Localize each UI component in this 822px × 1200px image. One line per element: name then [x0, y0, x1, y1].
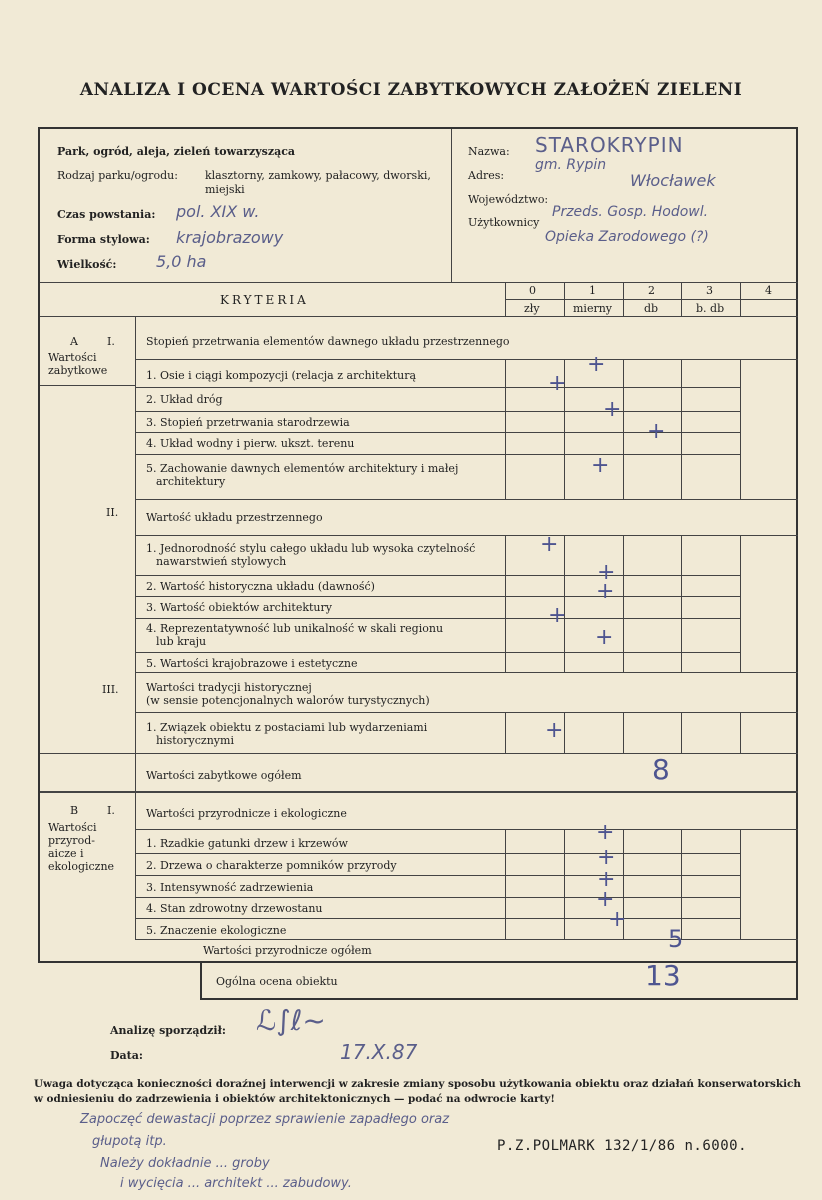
overall-label: Ogólna ocena obiektu	[216, 975, 338, 988]
overall-value: 13	[645, 959, 681, 992]
handwritten-note-3: Należy dokładnie ... groby	[100, 1156, 270, 1171]
note-line-2b: podać na odwrocie karty!	[408, 1093, 555, 1105]
users-label: Użytkownicy	[468, 216, 540, 229]
kind-label: Rodzaj parku/ogrodu:	[57, 169, 178, 182]
grade-2: db	[644, 302, 659, 315]
criterion-b1-4: 4. Stan zdrowotny drzewostanu	[146, 902, 323, 915]
criterion-a1-4: 4. Układ wodny i pierw. ukszt. terenu	[146, 437, 355, 450]
handwritten-note-2: głupotą itp.	[92, 1134, 167, 1149]
criterion-a2-4: 4. Reprezentatywność lub unikalność w skali regionu	[146, 622, 444, 635]
criterion-a2-2: 2. Wartość historyczna układu (dawność)	[146, 580, 375, 593]
criteria-bottom-line	[40, 316, 798, 317]
users-value-1: Przeds. Gosp. Hodowl.	[552, 204, 709, 220]
mark-check: +	[540, 532, 559, 557]
criterion-a2-5: 5. Wartości krajobrazowe i estetyczne	[146, 657, 358, 670]
note-line-2a: w odniesieniu do zadrzewienia i obiektów architektonicznych —	[34, 1093, 409, 1105]
section-a-total-value: 8	[652, 753, 670, 786]
mark-check: +	[587, 352, 606, 377]
name-value: STAROKRYPIN	[535, 133, 684, 157]
mark-check: +	[608, 907, 627, 932]
criterion-a2-1: 1. Jednorodność stylu całego układu lub wysoka czytelność	[146, 542, 476, 555]
criterion-b1-5: 5. Znaczenie ekologiczne	[146, 924, 287, 937]
section-a-roman-3: III.	[102, 683, 119, 696]
section-b-name-4: ekologiczne	[48, 860, 115, 873]
kind-options: klasztorny, zamkowy, pałacowy, dworski,	[205, 169, 431, 182]
voivodeship-label: Województwo:	[468, 193, 549, 206]
note-line-2	[34, 1093, 555, 1105]
size-label: Wielkość:	[57, 258, 117, 271]
section-b-roman-1: I.	[107, 804, 115, 817]
mark-check: +	[597, 867, 616, 892]
grade-3: b. db	[696, 302, 725, 315]
section-a-total-label: Wartości zabytkowe ogółem	[146, 769, 302, 782]
header-divider	[451, 129, 452, 282]
handwritten-note-4: i wycięcia ... architekt ... zabudowy.	[120, 1176, 352, 1191]
prepared-by-label: Analizę sporządził:	[110, 1024, 226, 1037]
time-label: Czas powstania:	[57, 208, 156, 221]
section-a-name-2: zabytkowe	[48, 364, 108, 377]
criterion-a2-4b: lub kraju	[156, 635, 207, 648]
name-label: Nazwa:	[468, 145, 510, 158]
criterion-a1-5: 5. Zachowanie dawnych elementów architektury i małej	[146, 462, 459, 475]
users-value-2: Opieka Zarodowego (?)	[545, 229, 709, 245]
section-a-code: A	[70, 335, 78, 348]
score-1: 1	[589, 284, 596, 297]
mark-check: +	[596, 579, 615, 604]
criterion-a3-1b: historycznymi	[156, 734, 234, 747]
mark-check: +	[595, 625, 614, 650]
section-b-sub-1: Wartości przyrodnicze i ekologiczne	[146, 807, 347, 820]
score-mid-line	[505, 299, 798, 300]
criterion-a2-1b: nawarstwień stylowych	[156, 555, 287, 568]
mark-check: +	[591, 453, 610, 478]
kind-options-2: miejski	[205, 183, 245, 196]
mark-check: +	[647, 419, 666, 444]
section-b-name-1: Wartości	[48, 821, 97, 834]
section-a-roman-2: II.	[106, 506, 119, 519]
score-2: 2	[648, 284, 655, 297]
mark-check: +	[597, 560, 616, 585]
mark-check: +	[545, 718, 564, 743]
mark-check: +	[596, 887, 615, 912]
signature-icon: ℒ∫ℓ~	[256, 1004, 326, 1037]
criterion-b1-1: 1. Rzadkie gatunki drzew i krzewów	[146, 837, 348, 850]
criterion-a2-3: 3. Wartość obiektów architektury	[146, 601, 332, 614]
section-b-total-value: 5	[668, 925, 684, 953]
criteria-top-line	[40, 282, 798, 283]
address-value-1: gm. Rypin	[535, 157, 607, 173]
mark-check: +	[597, 845, 616, 870]
section-a-name-1: Wartości	[48, 351, 97, 364]
grade-1: mierny	[573, 302, 613, 315]
section-a-sub-3a: Wartości tradycji historycznej	[146, 681, 312, 694]
style-value: krajobrazowy	[176, 228, 284, 247]
handwritten-note-1: Zapoczęć dewastacji poprzez sprawienie zapadłego oraz	[80, 1112, 450, 1127]
style-label: Forma stylowa:	[57, 233, 150, 246]
overall-score-box	[200, 959, 798, 1000]
criterion-b1-3: 3. Intensywność zadrzewienia	[146, 881, 314, 894]
section-a-sub-2: Wartość układu przestrzennego	[146, 511, 323, 524]
criterion-a1-3: 3. Stopień przetrwania starodrzewia	[146, 416, 350, 429]
section-a-roman-1: I.	[107, 335, 115, 348]
evaluation-form	[38, 127, 798, 963]
mark-check: +	[548, 371, 567, 396]
grade-0: zły	[524, 302, 540, 315]
section-b-code: B	[70, 804, 79, 817]
page-title: ANALIZA I OCENA WARTOŚCI ZABYTKOWYCH ZAŁOŻEŃ ZIELENI	[79, 80, 743, 100]
note-line-1: Uwaga dotycząca konieczności doraźnej interwencji w zakresie zmiany sposobu użytkowania obiektu oraz działań konserwatorskich	[34, 1078, 801, 1090]
park-type-label: Park, ogród, aleja, zieleń towarzysząca	[57, 145, 296, 158]
date-label: Data:	[110, 1049, 143, 1062]
section-a-sub-1: Stopień przetrwania elementów dawnego układu przestrzennego	[146, 335, 510, 348]
criterion-a1-5b: architektury	[156, 475, 226, 488]
criterion-b1-2: 2. Drzewa o charakterze pomników przyrody	[146, 859, 397, 872]
date-value: 17.X.87	[340, 1040, 418, 1064]
mark-check: +	[603, 397, 622, 422]
score-3: 3	[706, 284, 713, 297]
size-value: 5,0 ha	[156, 252, 207, 271]
criterion-a1-2: 2. Układ dróg	[146, 393, 223, 406]
section-b-name-3: aicze i	[48, 847, 84, 860]
mark-check: +	[596, 820, 615, 845]
criterion-a3-1: 1. Związek obiektu z postaciami lub wydarzeniami	[146, 721, 428, 734]
print-code: P.Z.POLMARK 132/1/86 n.6000.	[497, 1138, 748, 1154]
section-b-total-label: Wartości przyrodnicze ogółem	[203, 944, 372, 957]
mark-check: +	[548, 603, 567, 628]
section-a-sub-3b: (w sensie potencjonalnych walorów turystycznych)	[146, 694, 430, 707]
criteria-header: KRYTERIA	[220, 293, 309, 307]
section-b-name-2: przyrod-	[48, 834, 95, 847]
score-0: 0	[529, 284, 536, 297]
address-label: Adres:	[468, 169, 505, 182]
criterion-a1-1: 1. Osie i ciągi kompozycji (relacja z architekturą	[146, 369, 417, 382]
score-4: 4	[765, 284, 772, 297]
address-value-2: Włocławek	[630, 171, 716, 190]
time-value: pol. XIX w.	[176, 202, 260, 221]
